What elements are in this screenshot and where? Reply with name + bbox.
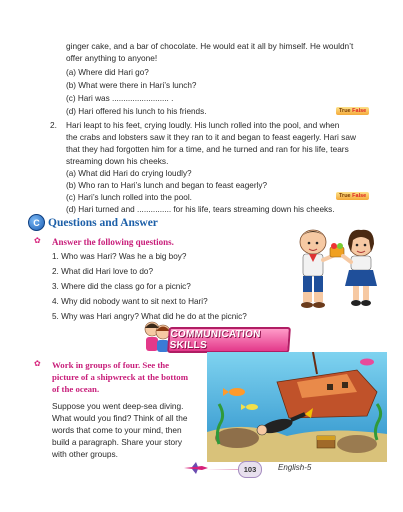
true-false-badge-2[interactable]: True False bbox=[336, 192, 369, 200]
communication-instruction-line-2: picture of a shipwreck at the bottom bbox=[52, 372, 189, 382]
shipwreck-illustration bbox=[207, 352, 387, 462]
intro-line-2: offer anything to anyone! bbox=[66, 53, 158, 63]
question-2c: (c) Hari’s lunch rolled into the pool. bbox=[66, 193, 192, 202]
section-c-badge: C bbox=[28, 214, 45, 231]
communication-body-line-1: Suppose you went deep-sea diving. bbox=[52, 401, 184, 411]
communication-instruction-line-3: of the ocean. bbox=[52, 384, 100, 394]
answer-question-3: 3. Where did the class go for a picnic? bbox=[52, 282, 191, 291]
passage-2-line-3: that they had forgotten him for a time, and he turned and ran for his life, tears bbox=[66, 144, 349, 154]
page-number: 103 bbox=[238, 461, 262, 478]
answer-question-4: 4. Why did nobody want to sit next to Hari? bbox=[52, 297, 208, 306]
section-c-instruction: Answer the following questions. bbox=[52, 237, 174, 247]
question-1b: (b) What were there in Hari’s lunch? bbox=[66, 81, 197, 90]
passage-2-line-1: Hari leapt to his feet, crying loudly. His lunch rolled into the pool, and when bbox=[66, 120, 340, 130]
answer-question-5: 5. Why was Hari angry? What did he do at the picnic? bbox=[52, 312, 247, 321]
star-bullet-icon: ✿ bbox=[34, 236, 41, 245]
question-2d: (d) Hari turned and ............... for his life, tears streaming down his cheeks. bbox=[66, 205, 335, 214]
children-illustration bbox=[285, 222, 385, 314]
question-1c: (c) Hari was ......................... . bbox=[66, 94, 174, 103]
communication-skills-banner bbox=[167, 327, 291, 353]
communication-body-line-2: What would you find? Think of all the bbox=[52, 413, 188, 423]
passage-2-number: 2. bbox=[50, 120, 57, 130]
answer-question-2: 2. What did Hari love to do? bbox=[52, 267, 154, 276]
communication-skills-title: COMMUNICATION SKILLS bbox=[169, 329, 262, 351]
question-1a: (a) Where did Hari go? bbox=[66, 68, 149, 77]
passage-2-line-2: the crabs and lobsters saw it they ran to it and began to feast eagerly. Hari saw bbox=[66, 132, 356, 142]
communication-body-line-3: words that come to your mind, then bbox=[52, 425, 182, 435]
question-2a: (a) What did Hari do crying loudly? bbox=[66, 169, 192, 178]
passage-2-line-4: streaming down his cheeks. bbox=[66, 156, 169, 166]
intro-line-1: ginger cake, and a bar of chocolate. He would eat it all by himself. He wouldn’t bbox=[66, 41, 354, 51]
airplane-icon bbox=[184, 462, 208, 474]
star-bullet-icon: ✿ bbox=[34, 359, 41, 368]
true-false-badge-1[interactable]: True False bbox=[336, 107, 369, 115]
book-label: English-5 bbox=[278, 463, 312, 472]
question-2b: (b) Who ran to Hari’s lunch and began to feast eagerly? bbox=[66, 181, 268, 190]
communication-instruction-line-1: Work in groups of four. See the bbox=[52, 360, 170, 370]
footer-divider bbox=[205, 469, 240, 470]
question-1d: (d) Hari offered his lunch to his friends. bbox=[66, 107, 207, 116]
answer-question-1: 1. Who was Hari? Was he a big boy? bbox=[52, 252, 187, 261]
communication-body-line-5: with other groups. bbox=[52, 449, 118, 459]
section-c-title: Questions and Answer bbox=[48, 216, 158, 229]
communication-body-line-4: build a paragraph. Share your story bbox=[52, 437, 183, 447]
section-c-heading bbox=[28, 214, 158, 231]
